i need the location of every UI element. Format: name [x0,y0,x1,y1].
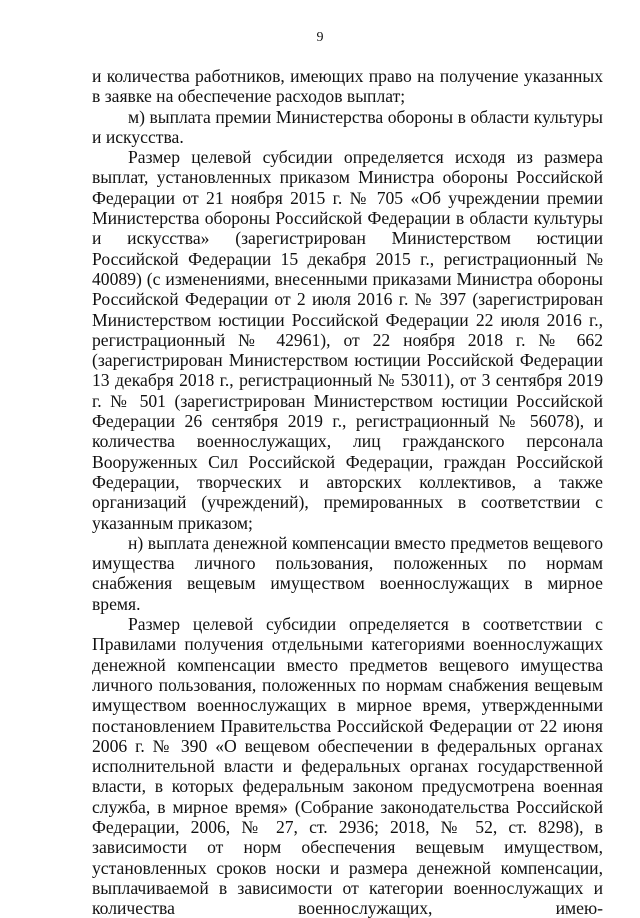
paragraph-item-n: н) выплата денежной компенсации вместо предметов вещевого имущества личного пользования, положенных по нормам снабжения вещевым имуществом военнослужащих в мирное время. [92,532,603,614]
page-number: 9 [316,30,324,45]
paragraph-subsidy-award: Размер целевой субсидии определяется исходя из размера выплат, установленных приказом Министра обороны Российской Федерации от 21 ноября 2015 г. № 705 «Об учреждении премии Министерства обороны Российской Федерации в области культуры и искусства» (зарегистрирован Министерством юстиции Российской Федерации 15 декабря 2015 г., регистрационный № 40089) (с изменениями, внесенными приказами Министра обороны Российской Федерации от 2 июля 2016 г. № 397 (зарегистрирован Министерством юстиции Российской Федерации 22 июля 2016 г., регистрационный № 42961), от 22 ноября 2018 г. № 662 (зарегистрирован Министерством юстиции Российской Федерации 13 декабря 2018 г., регистрационный № 53011), от 3 сентября 2019 г. № 501 (зарегистрирован Министерством юстиции Российской Федерации 26 сентября 2019 г., регистрационный № 56078), и количества военнослужащих, лиц гражданского персонала Вооруженных Сил Российской Федерации, граждан Российской Федерации, творческих и авторских коллективов, а также организаций (учреждений), премированных в соответствии с указанным приказом; [92,147,603,533]
paragraph-subsidy-compensation: Размер целевой субсидии определяется в соответствии с Правилами получения отдельными категориями военнослужащих денежной компенсации вместо предметов вещевого имущества личного пользования, положенных по нормам снабжения вещевым имуществом военнослужащих в мирное время, утвержденными постановлением Правительства Российской Федерации от 22 июня 2006 г. № 390 «О вещевом обеспечении в федеральных органах исполнительной власти и федеральных органах государственной власти, в которых федеральным законом предусмотрена военная служба, в мирное время» (Собрание законодательства Российской Федерации, 2006, № 27, ст. 2936; 2018, № 52, ст. 8298), в зависимости от норм обеспечения вещевым имуществом, установленных сроков носки и размера денежной компенсации, выплачиваемой в зависимости от категории военнослужащих и количества военнослужащих, имею- [92,614,603,918]
paragraph-item-m: м) выплата премии Министерства обороны в области культуры и искусства. [92,106,603,147]
paragraph-workers-count: и количества работников, имеющих право на получение указанных в заявке на обеспечение расходов выплат; [92,66,603,107]
body-text [92,66,603,918]
